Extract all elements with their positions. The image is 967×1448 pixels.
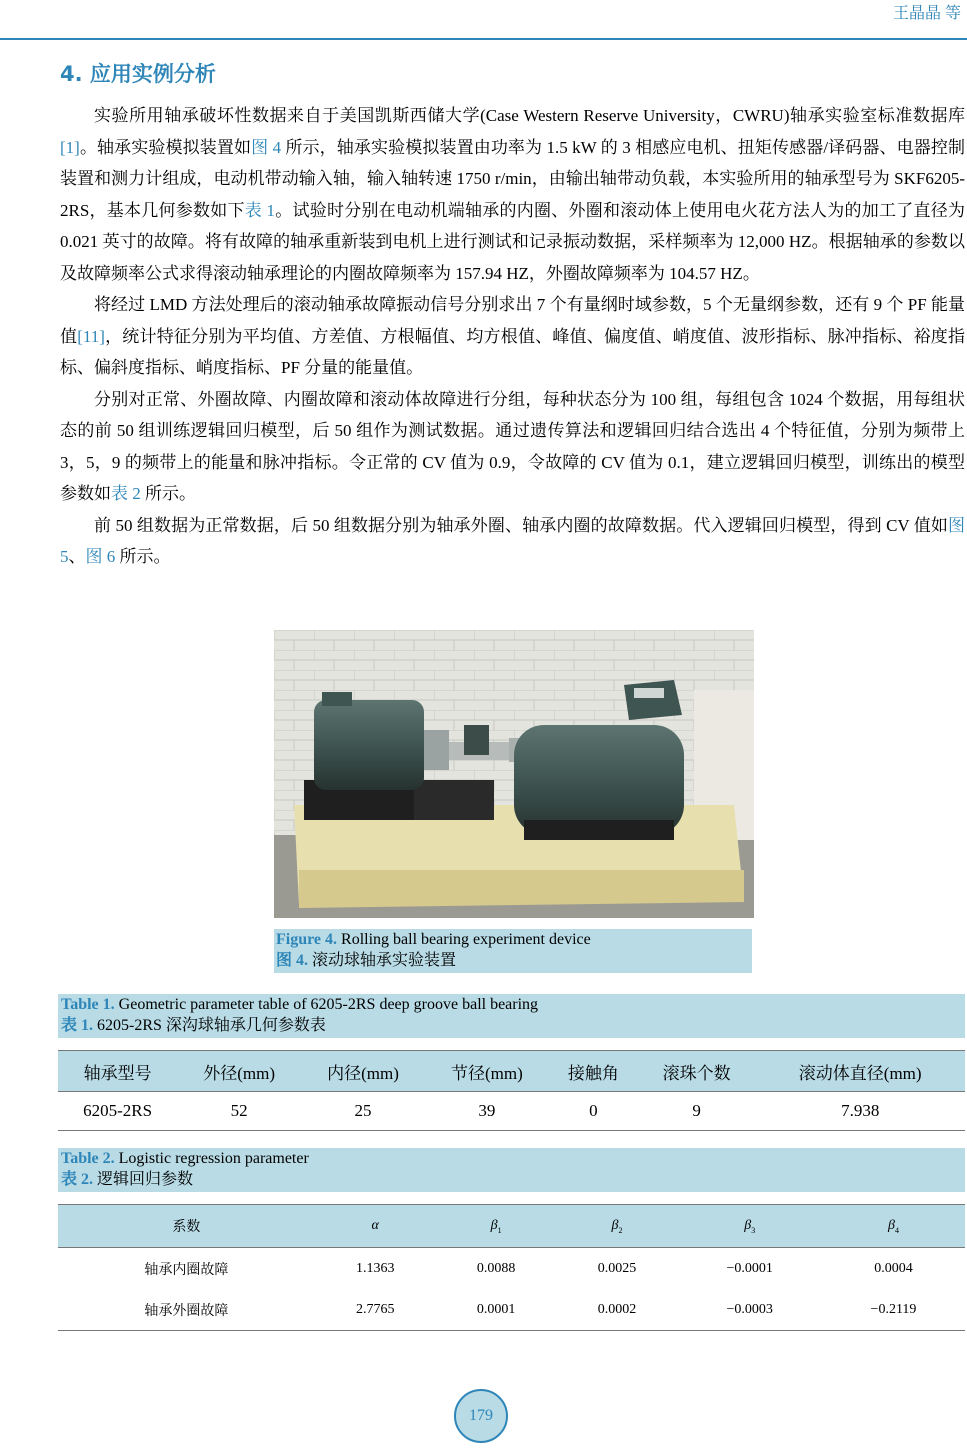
caption-text: Geometric parameter table of 6205-2RS deep groove ball bearing	[114, 996, 539, 1013]
subscript: 2	[618, 1225, 623, 1235]
header-cell: 接触角	[549, 1051, 638, 1092]
beta-symbol: β	[888, 1217, 895, 1233]
caption-text: 6205-2RS 深沟球轴承几何参数表	[93, 1017, 326, 1034]
table-cell: 2.7765	[315, 1289, 436, 1331]
header-cell: 滚珠个数	[638, 1051, 756, 1092]
table-cell: −0.0003	[677, 1289, 822, 1331]
figure-6-link[interactable]: 图 6	[85, 547, 116, 566]
paragraph-4	[60, 510, 965, 573]
body-text	[60, 100, 965, 573]
caption-label: 表 2.	[61, 1171, 94, 1188]
subscript: 4	[894, 1225, 899, 1235]
bearing-geometry-table	[58, 1050, 965, 1131]
alpha-symbol: α	[371, 1218, 379, 1233]
table-cell: 0.0088	[476, 1260, 516, 1276]
paragraph-1	[60, 100, 965, 289]
table-caption-en	[61, 994, 965, 1015]
bearing-test-rig-illustration	[274, 630, 754, 918]
table-header-row	[58, 1205, 965, 1248]
header-cell: 轴承型号	[58, 1051, 177, 1092]
table-row	[58, 1248, 965, 1290]
header-cell: 系数	[58, 1205, 315, 1248]
table-cell: 6205-2RS	[58, 1092, 177, 1131]
table-cell: 轴承内圈故障	[144, 1262, 229, 1278]
text-run: 、	[68, 547, 86, 566]
paragraph-3	[60, 384, 965, 510]
beta-symbol: β	[744, 1217, 752, 1233]
table-1-caption	[58, 994, 965, 1038]
text-run: 。轴承实验模拟装置如	[79, 137, 252, 157]
caption-label: 图 4.	[276, 952, 309, 969]
table-cell: 9	[638, 1092, 756, 1131]
header-cell: 外径(mm)	[177, 1051, 301, 1092]
table-1-link[interactable]: 表 1	[244, 200, 276, 220]
text-run: 所示。	[140, 484, 196, 503]
caption-text: Rolling ball bearing experiment device	[337, 931, 591, 948]
logistic-regression-table	[58, 1204, 965, 1331]
text-run: 所示，轴承实验模拟装置由功率为 1.5 kW 的 3 相感应电机、扭矩传感器/译码器、电器控制装置和测力计组成，电动机带动输入轴，输入轴转速 1750 r/min，由输出轴带动负载，本实验所用的轴承型号为 SKF6205-2RS，基本几何参数如下	[60, 137, 965, 220]
header-cell-beta-2	[557, 1205, 678, 1248]
section-title: 4. 应用实例分析	[60, 62, 216, 86]
table-cell: 轴承外圈故障	[58, 1289, 315, 1331]
table-cell: 25	[301, 1092, 425, 1131]
header-cell-beta-1	[436, 1205, 557, 1248]
page-number: 179	[454, 1389, 508, 1443]
table-header-row	[58, 1051, 965, 1092]
header-cell: 滚动体直径(mm)	[755, 1051, 965, 1092]
table-cell: −0.2119	[822, 1289, 965, 1331]
text-run: 。试验时分别在电动机端轴承的内圈、外圈和滚动体上使用电火花方法人为的加工了直径为 0.021 英寸的故障。将有故障的轴承重新装到电机上进行测试和记录振动数据，采样频率为 12,000 HZ。根据轴承的参数以及故障频率公式求得滚动轴承理论的内圈故障频率为 157.94 HZ，外圈故障频率为 104.57 HZ。	[60, 200, 966, 283]
table-row	[58, 1289, 965, 1331]
text-run: 前 50 组数据为正常数据，后 50 组数据分别为轴承外圈、轴承内圈的故障数据。代入逻辑回归模型，得到 CV 值如	[94, 515, 948, 535]
table-cell: 52	[177, 1092, 301, 1131]
table-cell: 0.0025	[597, 1260, 637, 1276]
figure-4-caption	[274, 929, 752, 973]
citation-link[interactable]: [11]	[77, 326, 105, 346]
header-cell: 内径(mm)	[301, 1051, 425, 1092]
beta-symbol: β	[490, 1217, 498, 1233]
subscript: 1	[497, 1225, 502, 1235]
caption-text: Logistic regression parameter	[114, 1150, 309, 1167]
figure-5-link[interactable]: 图 5	[60, 515, 965, 566]
header-cell-alpha	[315, 1205, 436, 1248]
text-run: 实验所用轴承破坏性数据来自于美国凯斯西储大学(Case Western Reserve University，CWRU)轴承实验室标准数据库	[94, 106, 965, 125]
caption-label: 表 1.	[61, 1017, 94, 1034]
caption-label: Table 2.	[61, 1150, 115, 1167]
table-cell: 0.0002	[557, 1289, 678, 1331]
subscript: 3	[751, 1225, 756, 1235]
table-caption-cn	[61, 1169, 965, 1190]
caption-text: 逻辑回归参数	[93, 1171, 194, 1188]
table-cell: 1.1363	[355, 1260, 395, 1276]
table-cell: 7.938	[755, 1092, 965, 1131]
beta-symbol: β	[611, 1217, 619, 1233]
figure-4-link[interactable]: 图 4	[251, 137, 282, 157]
header-rule	[0, 38, 967, 40]
caption-label: Table 1.	[61, 996, 115, 1013]
table-2-link[interactable]: 表 2	[111, 484, 141, 503]
header-author: 王晶晶 等	[892, 5, 961, 22]
header-cell-beta-4	[822, 1205, 965, 1248]
table-caption-en	[61, 1148, 965, 1169]
table-cell: 0.0001	[436, 1289, 557, 1331]
text-run: 所示。	[115, 547, 171, 566]
bearing-test-rig-photo	[274, 630, 754, 918]
table-cell: 0.0004	[874, 1260, 913, 1276]
text-run: 将经过 LMD 方法处理后的滚动轴承故障振动信号分别求出 7 个有量纲时域参数，5 个无量纲参数，还有 9 个 PF 能量值	[60, 295, 965, 346]
header-cell: 节径(mm)	[425, 1051, 549, 1092]
figure-caption-cn	[276, 950, 752, 971]
text-run: 分别对正常、外圈故障、内圈故障和滚动体故障进行分组，每种状态分为 100 组，每组包含 1024 个数据，用每组状态的前 50 组训练逻辑回归模型，后 50 组作为测试数据。通过遗传算法和逻辑回归结合选出 4 个特征值，分别为频带上 3，5，9 的频带上的能量和脉冲指标。令正常的 CV 值为 0.9，令故障的 CV 值为 0.1，建立逻辑回归模型，训练出的模型参数如	[60, 389, 965, 503]
table-cell: −0.0001	[726, 1260, 773, 1276]
text-run: ，统计特征分别为平均值、方差值、方根幅值、均方根值、峰值、偏度值、峭度值、波形指标、脉冲指标、裕度指标、偏斜度指标、峭度指标、PF 分量的能量值。	[60, 326, 965, 377]
table-cell: 0	[549, 1092, 638, 1131]
table-cell: 39	[425, 1092, 549, 1131]
table-2-caption	[58, 1148, 965, 1192]
header-cell-beta-3	[677, 1205, 822, 1248]
caption-label: Figure 4.	[276, 931, 338, 948]
caption-text: 滚动球轴承实验装置	[308, 952, 457, 969]
figure-caption-en	[276, 929, 752, 950]
table-row	[58, 1092, 965, 1131]
citation-link[interactable]: [1]	[60, 137, 80, 157]
paragraph-2	[60, 289, 965, 384]
table-caption-cn	[61, 1015, 965, 1036]
